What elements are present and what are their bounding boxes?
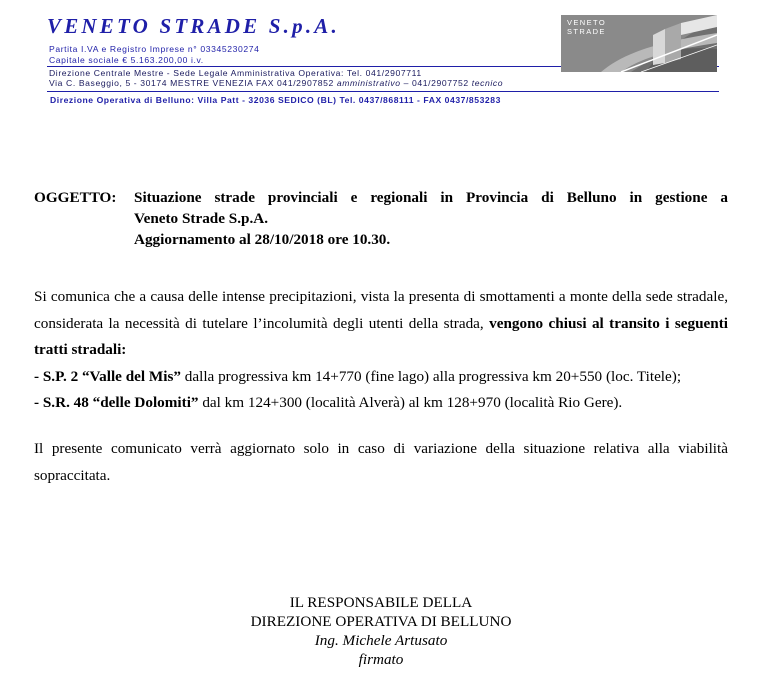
signature-block <box>180 593 582 669</box>
logo-text-veneto: VENETO <box>567 18 607 27</box>
subject-line-2: Veneto Strade S.p.A. <box>134 210 269 227</box>
address-text: Via C. Baseggio, 5 - 30174 MESTRE VENEZIA FAX 041/2907852 <box>49 78 337 88</box>
office-divider <box>47 91 719 92</box>
signatory-name: Ing. Michele Artusato <box>314 632 448 649</box>
road-closure-sr48 <box>34 390 728 417</box>
paragraph-update: Il presente comunicato verrà aggiornato solo in caso di variazione della situazione relativa alla viabilità sopraccitata. <box>34 439 728 484</box>
subject-label: OGGETTO: <box>34 189 117 206</box>
vat-line: Partita I.VA e Registro Imprese n° 03345230274 <box>49 44 260 54</box>
belluno-office-line: Direzione Operativa di Belluno: Villa Patt - 32036 SEDICO (BL) Tel. 0437/868111 - FAX 0437/853283 <box>50 95 501 105</box>
hq-line: Direzione Centrale Mestre - Sede Legale Amministrativa Operativa: Tel. 041/2907711 <box>49 68 422 78</box>
road-sp2-name: - S.P. 2 “Valle del Mis” <box>34 367 181 385</box>
logo-text-strade: STRADE <box>567 27 606 36</box>
signature-title-2: DIREZIONE OPERATIVA DI BELLUNO <box>250 613 512 630</box>
veneto-strade-logo <box>561 15 717 72</box>
subject-line-1: Situazione strade provinciali e regionali in Provincia di Belluno in gestione a <box>134 189 728 206</box>
signature-status: firmato <box>358 651 404 668</box>
closure-notice: vengono chiusi al transito i seguenti tratti stradali: <box>34 314 728 359</box>
road-sp2-details: dalla progressiva km 14+770 (fine lago) alla progressiva km 20+550 (loc. Titele); <box>180 367 682 385</box>
intro-text: Si comunica che a causa delle intense precipitazioni, vista la presenta di smottamenti a monte della sede stradale, considerata la necessità di tutelare l’incolumità degli utenti della strada, <box>34 288 728 332</box>
fax-tech-number: – 041/2907752 <box>400 78 472 88</box>
subject-text <box>134 187 728 250</box>
fax-admin-label: amministrativo <box>336 78 401 88</box>
subject-line-3: Aggiornamento al 28/10/2018 ore 10.30. <box>134 231 391 248</box>
road-closure-sp2 <box>34 364 728 391</box>
address-line <box>49 78 503 88</box>
paragraph-intro <box>34 284 728 364</box>
company-name: VENETO STRADE S.p.A. <box>47 14 340 38</box>
road-sr48-details: dal km 124+300 (località Alverà) al km 128+970 (località Rio Gere). <box>198 394 623 412</box>
letter-body <box>34 284 728 489</box>
road-sr48-name: - S.R. 48 “delle Dolomiti” <box>34 394 199 412</box>
capital-line: Capitale sociale € 5.163.200,00 i.v. <box>49 55 204 65</box>
fax-tech-label: tecnico <box>471 78 504 88</box>
signature-title-1: IL RESPONSABILE DELLA <box>289 594 473 611</box>
letterhead <box>0 0 762 110</box>
